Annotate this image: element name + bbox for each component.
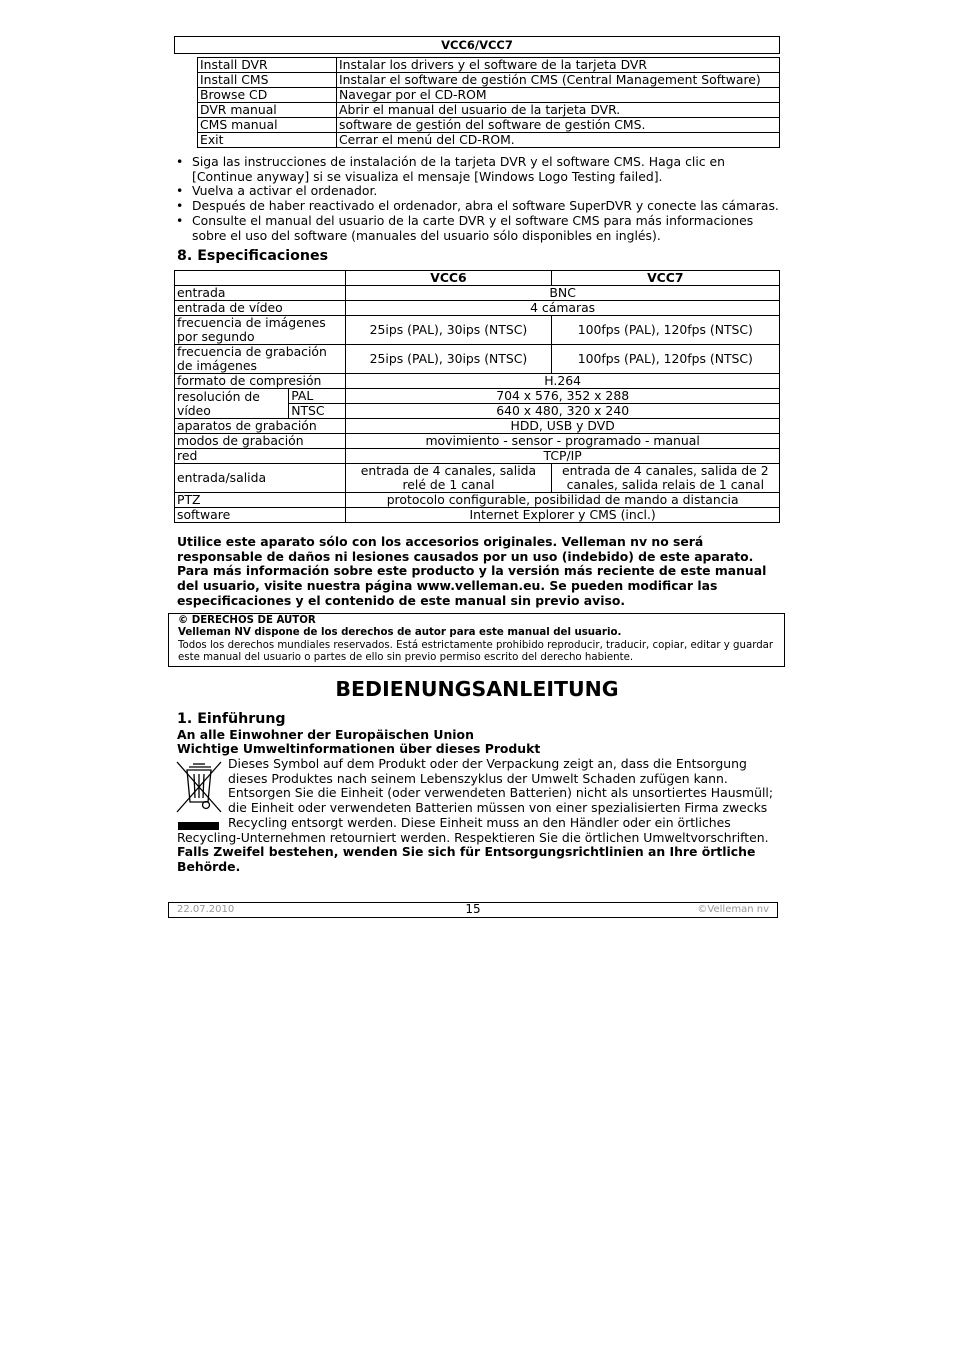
header-title: VCC6/VCC7 — [441, 38, 513, 52]
table-row — [175, 493, 780, 508]
row-value: BNC — [346, 286, 780, 301]
menu-option: DVR manual — [198, 103, 337, 118]
footer-date: 22.07.2010 — [177, 904, 235, 915]
row-value: H.264 — [346, 374, 780, 389]
spec-heading: 8. Especificaciones — [177, 248, 329, 264]
table-row — [175, 464, 780, 493]
env-line: Entsorgen Sie die Einheit (oder verwendeten Batterien) nicht als unsortiertes Hausmüll; — [228, 785, 774, 801]
row-label: resolución de vídeo — [175, 389, 289, 419]
row-label: aparatos de grabación — [175, 419, 346, 434]
specifications-table — [174, 270, 780, 523]
menu-description: Instalar los drivers y el software de la tarjeta DVR — [337, 58, 780, 73]
row-value: TCP/IP — [346, 449, 780, 464]
table-row — [175, 419, 780, 434]
row-label: PTZ — [175, 493, 346, 508]
environment-heading: Wichtige Umweltinformationen über dieses Produkt — [177, 741, 541, 757]
row-value-ntsc: 640 x 480, 320 x 240 — [346, 404, 780, 419]
table-row — [175, 345, 780, 374]
intro-heading: 1. Einführung — [177, 711, 286, 727]
footer-brand: ©Velleman nv — [697, 904, 769, 915]
row-value: 4 cámaras — [346, 301, 780, 316]
row-label: modos de grabación — [175, 434, 346, 449]
cd-menu-table — [197, 57, 780, 148]
table-row — [198, 73, 780, 88]
col-header-vcc6: VCC6 — [346, 271, 551, 286]
env-line: Recycling entsorgt werden. Diese Einheit muss an den Händler oder ein örtliches — [228, 814, 731, 830]
table-row — [175, 286, 780, 301]
table-row — [175, 271, 780, 286]
row-value: movimiento - sensor - programado - manual — [346, 434, 780, 449]
row-label: frecuencia de grabación de imágenes — [175, 345, 346, 374]
table-row — [175, 374, 780, 389]
env-line: dieses Produktes nach seinem Lebenszyklus der Umwelt Schaden zufügen kann. — [228, 770, 728, 786]
env-advice: Falls Zweifel bestehen, wenden Sie sich für Entsorgungsrichtlinien an Ihre örtliche Behörde. — [177, 844, 756, 874]
table-row — [175, 389, 780, 404]
weee-bin-icon — [175, 758, 223, 816]
list-item: • Después de haber reactivado el ordenador, abra el software SuperDVR y conecte las cámaras. — [176, 199, 782, 214]
table-row — [175, 301, 780, 316]
environment-info — [177, 741, 785, 875]
list-item: • Vuelva a activar el ordenador. — [176, 184, 782, 199]
row-label: software — [175, 508, 346, 523]
row-label: entrada/salida — [175, 464, 346, 493]
row-value-vcc6: 25ips (PAL), 30ips (NTSC) — [346, 316, 551, 345]
list-item: • Siga las instrucciones de instalación de la tarjeta DVR y el software CMS. Haga clic en [Continue anyway] si se visualiza el mensaje [Windows Logo Testing failed]. — [176, 155, 782, 184]
row-label: frecuencia de imágenes por segundo — [175, 316, 346, 345]
page-number: 15 — [465, 902, 481, 916]
row-value: Internet Explorer y CMS (incl.) — [346, 508, 780, 523]
menu-description: software de gestión del software de gestión CMS. — [337, 118, 780, 133]
table-row — [175, 449, 780, 464]
col-header-vcc7: VCC7 — [551, 271, 779, 286]
row-label: red — [175, 449, 346, 464]
copyright-title: © DERECHOS DE AUTOR — [178, 615, 316, 626]
table-row — [175, 508, 780, 523]
table-row — [198, 118, 780, 133]
eu-residents-heading: An alle Einwohner der Europäischen Union — [177, 727, 474, 742]
menu-option: Install CMS — [198, 73, 337, 88]
row-value: protocolo configurable, posibilidad de mando a distancia — [346, 493, 780, 508]
row-value: HDD, USB y DVD — [346, 419, 780, 434]
list-item: • Consulte el manual del usuario de la carte DVR y el software CMS para más informaciones sobre el uso del software (manuales del usuario sólo disponibles en inglés). — [176, 214, 782, 243]
row-label: entrada — [175, 286, 346, 301]
table-row — [175, 316, 780, 345]
row-value-vcc7: entrada de 4 canales, salida de 2 canales, salida relais de 1 canal — [551, 464, 779, 493]
row-sublabel-pal: PAL — [289, 389, 346, 404]
install-instructions-list — [176, 155, 782, 243]
menu-description: Instalar el software de gestión CMS (Central Management Software) — [337, 73, 780, 88]
row-sublabel-ntsc: NTSC — [289, 404, 346, 419]
menu-option: Exit — [198, 133, 337, 148]
env-line: Dieses Symbol auf dem Produkt oder der Verpackung zeigt an, dass die Entsorgung — [228, 756, 747, 772]
table-row — [175, 434, 780, 449]
document-header — [174, 36, 780, 54]
row-value-vcc7: 100fps (PAL), 120fps (NTSC) — [551, 316, 779, 345]
menu-option: CMS manual — [198, 118, 337, 133]
row-value-pal: 704 x 576, 352 x 288 — [346, 389, 780, 404]
row-value-vcc6: 25ips (PAL), 30ips (NTSC) — [346, 345, 551, 374]
weee-bar-icon — [178, 822, 219, 830]
env-line: Recycling-Unternehmen retourniert werden. Respektieren Sie die örtlichen Umweltvorschriften. — [177, 829, 769, 845]
row-value-vcc7: 100fps (PAL), 120fps (NTSC) — [551, 345, 779, 374]
table-row — [198, 58, 780, 73]
page-footer — [168, 902, 778, 918]
copyright-box — [168, 613, 785, 667]
copyright-text: Todos los derechos mundiales reservados. Está estrictamente prohibido reproducir, traducir, copiar, editar y guardar este manual del usuario o partes de ello sin previo permiso escrito del derecho habiente. — [178, 639, 774, 664]
menu-option: Browse CD — [198, 88, 337, 103]
table-row — [198, 103, 780, 118]
menu-option: Install DVR — [198, 58, 337, 73]
menu-description: Navegar por el CD-ROM — [337, 88, 780, 103]
liability-warning: Utilice este aparato sólo con los accesorios originales. Velleman nv no será responsable de daños ni lesiones causados por un uso (indebido) de este aparato. Para más información sobre este producto y la versión más reciente de este manual del usuario, visite nuestra página www.velleman.eu. Se pueden modificar las especificaciones y el contenido de este manual sin previo aviso. — [177, 534, 767, 608]
section-title: BEDIENUNGSANLEITUNG — [335, 677, 619, 701]
copyright-owner: Velleman NV dispone de los derechos de autor para este manual del usuario. — [178, 627, 622, 639]
row-value-vcc6: entrada de 4 canales, salida relé de 1 canal — [346, 464, 551, 493]
row-label: formato de compresión — [175, 374, 346, 389]
empty-cell — [175, 271, 346, 286]
row-label: entrada de vídeo — [175, 301, 346, 316]
menu-description: Abrir el manual del usuario de la tarjeta DVR. — [337, 103, 780, 118]
table-row — [198, 133, 780, 148]
table-row — [198, 88, 780, 103]
menu-description: Cerrar el menú del CD-ROM. — [337, 133, 780, 148]
env-line: die Einheit oder verwendeten Batterien müssen von einer spezialisierten Firma zwecks — [228, 800, 768, 816]
